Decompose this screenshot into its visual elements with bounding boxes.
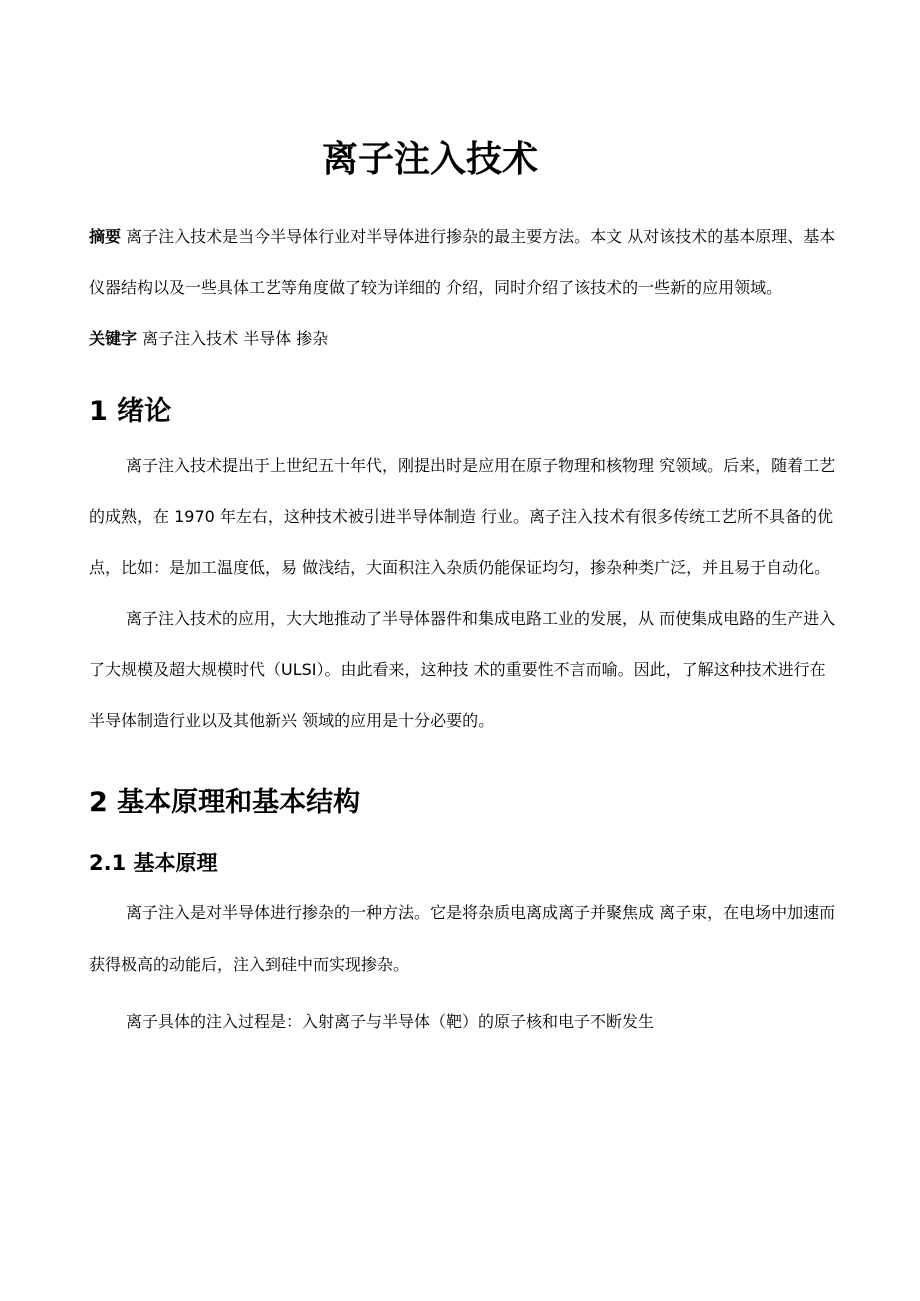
- section-1-heading: 1 绪论: [89, 396, 172, 427]
- subsection-2-1-para-1-line-2: 获得极高的动能后，注入到硅中而实现掺杂。: [89, 955, 410, 974]
- abstract-text-line-1: 离子注入技术是当今半导体行业对半导体进行掺杂的最主要方法。本文 从对该技术的基本原理、基本: [126, 227, 836, 246]
- section-1-para-1-line-1: 离子注入技术提出于上世纪五十年代，刚提出时是应用在原子物理和核物理 究领域。后来，随着工艺: [126, 456, 836, 475]
- abstract-line-2: 仪器结构以及一些具体工艺等角度做了较为详细的 介绍，同时介绍了该技术的一些新的应用领域。: [89, 278, 783, 297]
- section-1-para-1-line-2: 的成熟，在 1970 年左右，这种技术被引进半导体制造 行业。离子注入技术有很多传统工艺所不具备的优: [89, 507, 833, 526]
- subsection-2-1-para-1-line-1: 离子注入是对半导体进行掺杂的一种方法。它是将杂质电离成离子并聚焦成 离子束，在电场中加速而: [126, 903, 836, 922]
- abstract-line-1: [89, 224, 913, 250]
- abstract-label: 摘要: [89, 227, 122, 246]
- keywords-label: 关键字: [89, 329, 138, 348]
- keywords-text: 离子注入技术 半导体 掺杂: [142, 329, 329, 348]
- subsection-2-1-heading: 2.1 基本原理: [89, 851, 218, 875]
- subsection-2-1-para-2-line-1: 离子具体的注入过程是：入射离子与半导体（靶）的原子核和电子不断发生: [126, 1012, 655, 1031]
- section-1-para-1-line-3: 点，比如：是加工温度低，易 做浅结，大面积注入杂质仍能保证均匀，掺杂种类广泛，并且易于自动化。: [89, 558, 831, 577]
- section-2-heading: 2 基本原理和基本结构: [89, 787, 361, 818]
- document-title: 离子注入技术: [321, 139, 538, 180]
- section-1-para-2-line-1: 离子注入技术的应用，大大地推动了半导体器件和集成电路工业的发展，从 而使集成电路的生产进入: [126, 609, 836, 628]
- section-1-para-2-line-2: 了大规模及超大规模时代（ULSI）。由此看来，这种技 术的重要性不言而喻。因此，了解这种技术进行在: [89, 660, 826, 679]
- keywords-line: [89, 326, 913, 352]
- section-1-para-2-line-3: 半导体制造行业以及其他新兴 领域的应用是十分必要的。: [89, 711, 495, 730]
